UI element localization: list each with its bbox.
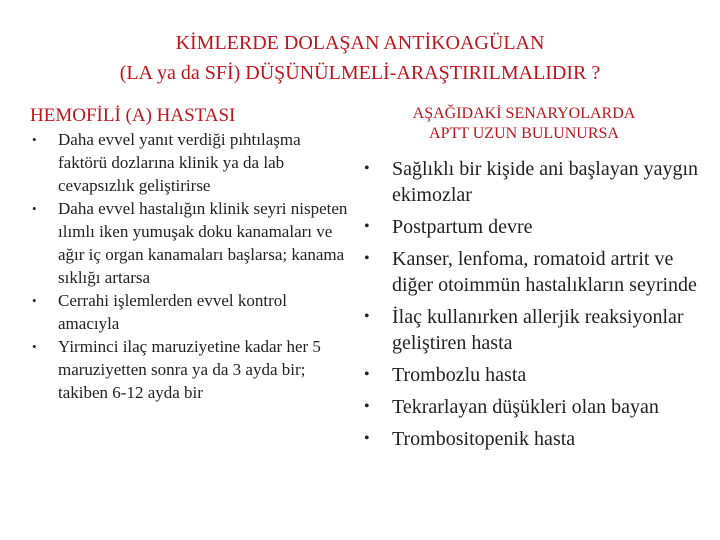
list-item bbox=[358, 214, 710, 240]
list-item-text: Postpartum devre bbox=[392, 216, 533, 238]
list-item bbox=[30, 197, 350, 289]
list-item bbox=[358, 362, 710, 388]
bullet-icon: • bbox=[364, 160, 370, 177]
bullet-icon: • bbox=[364, 366, 370, 383]
list-item-text: Daha evvel hastalığın klinik seyri nispeten ılımlı iken yumuşak doku kanamaları ve ağır iç organ kanamaları başlarsa; kanama sıklığı artarsa bbox=[58, 199, 348, 287]
list-item-text: Trombositopenik hasta bbox=[392, 428, 576, 450]
list-item-text: Cerrahi işlemlerden evvel kontrol amacıyla bbox=[58, 291, 287, 333]
list-item bbox=[358, 426, 710, 452]
bullet-icon: • bbox=[32, 339, 37, 354]
list-item-text: Tekrarlayan düşükleri olan bayan bbox=[392, 396, 659, 418]
bullet-icon: • bbox=[32, 293, 37, 308]
bullet-icon: • bbox=[32, 132, 37, 147]
right-heading bbox=[358, 104, 710, 144]
right-bullet-list bbox=[358, 156, 710, 452]
bullet-icon: • bbox=[364, 218, 370, 235]
list-item-text: İlaç kullanırken allerjik reaksiyonlar geliştiren hasta bbox=[392, 306, 684, 354]
bullet-icon: • bbox=[364, 430, 370, 447]
right-column bbox=[358, 104, 710, 458]
list-item bbox=[358, 394, 710, 420]
list-item bbox=[358, 156, 710, 208]
list-item-text: Trombozlu hasta bbox=[392, 364, 527, 386]
list-item bbox=[30, 289, 350, 335]
left-column bbox=[30, 104, 350, 404]
bullet-icon: • bbox=[32, 201, 37, 216]
list-item bbox=[30, 128, 350, 197]
list-item bbox=[358, 246, 710, 298]
list-item-text: Sağlıklı bir kişide ani başlayan yaygın ekimozlar bbox=[392, 158, 699, 206]
right-heading-line-1: AŞAĞIDAKİ SENARYOLARDA bbox=[412, 105, 636, 122]
bullet-icon: • bbox=[364, 308, 370, 325]
list-item bbox=[30, 335, 350, 404]
slide-title bbox=[0, 28, 720, 88]
list-item-text: Yirminci ilaç maruziyetine kadar her 5 maruziyetten sonra ya da 3 ayda bir; takiben 6-12 ayda bir bbox=[58, 337, 321, 402]
right-heading-line-2: APTT UZUN BULUNURSA bbox=[429, 125, 619, 142]
title-line-1: KİMLERDE DOLAŞAN ANTİKOAGÜLAN bbox=[175, 32, 545, 54]
left-heading: HEMOFİLİ (A) HASTASI bbox=[30, 105, 236, 126]
bullet-icon: • bbox=[364, 398, 370, 415]
bullet-icon: • bbox=[364, 250, 370, 267]
left-bullet-list bbox=[30, 128, 350, 404]
list-item bbox=[358, 304, 710, 356]
list-item-text: Daha evvel yanıt verdiği pıhtılaşma faktörü dozlarına klinik ya da lab cevapsızlık geliştirirse bbox=[58, 130, 301, 195]
list-item-text: Kanser, lenfoma, romatoid artrit ve diğer otoimmün hastalıkların seyrinde bbox=[392, 248, 697, 296]
title-line-2: (LA ya da SFİ) DÜŞÜNÜLMELİ-ARAŞTIRILMALIDIR ? bbox=[119, 62, 601, 84]
